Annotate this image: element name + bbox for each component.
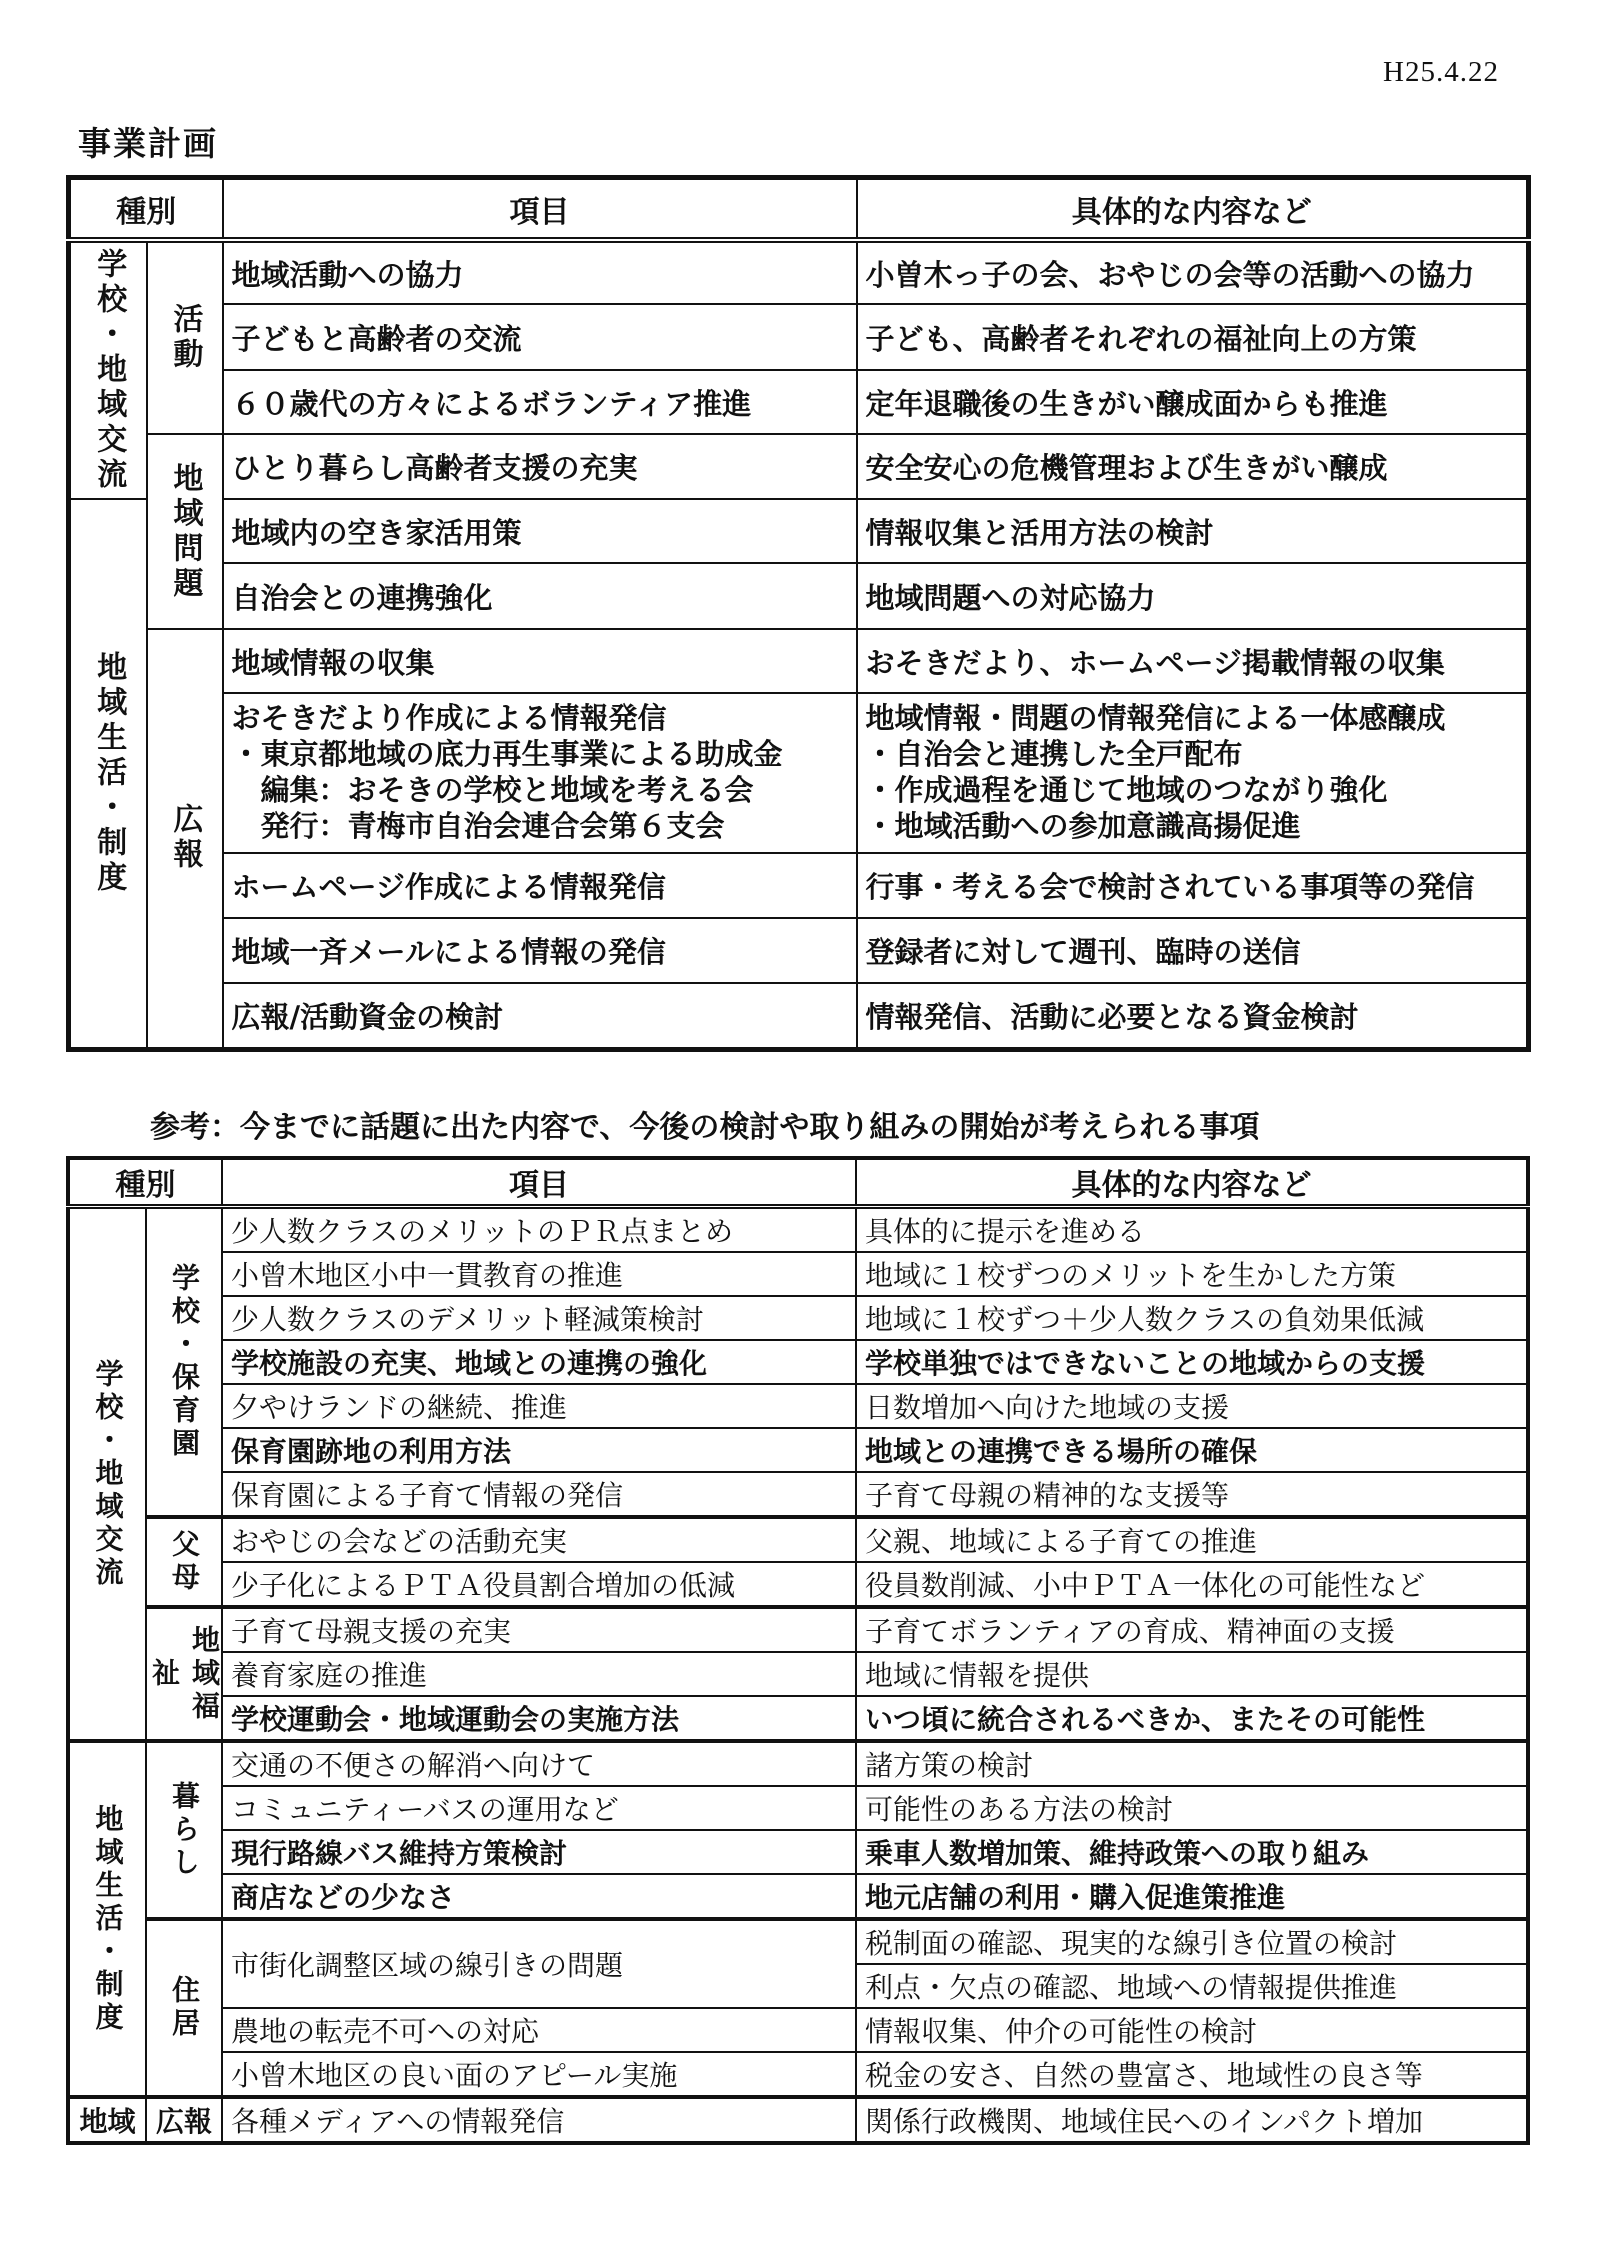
detail-line: ・地域活動への参加意識高揚促進: [865, 809, 1301, 843]
subcategory-cell: 暮らし: [146, 1741, 222, 1919]
detail-cell: 定年退職後の生きがい醸成面からも推進: [857, 370, 1529, 434]
detail-cell: 具体的に提示を進める: [856, 1207, 1528, 1253]
category-cell: 地域: [68, 2097, 146, 2143]
item-cell: ホームページ作成による情報発信: [223, 853, 857, 918]
item-cell: 自治会との連携強化: [223, 563, 857, 629]
table-row: [68, 1340, 1528, 1384]
detail-cell: おそきだより、ホームページ掲載情報の収集: [857, 629, 1529, 693]
subcategory-cell: 活動: [147, 240, 223, 434]
table-row: [69, 240, 1529, 304]
table-row: [68, 1472, 1528, 1517]
subcategory-cell: 地域問題: [147, 434, 223, 629]
item-cell: おやじの会などの活動充実: [222, 1517, 856, 1562]
table-row: [69, 563, 1529, 629]
item-cell: 少人数クラスのデメリット軽減策検討: [222, 1296, 856, 1340]
category-cell: 学校・地域交流: [68, 1207, 146, 1742]
table-row: [68, 1296, 1528, 1340]
header-item: 項目: [223, 178, 857, 241]
table-row: [68, 1207, 1528, 1253]
table-row: [68, 1786, 1528, 1830]
detail-cell: 税金の安さ、自然の豊富さ、地域性の良さ等: [856, 2052, 1528, 2097]
table-row: [69, 434, 1529, 499]
item-cell: コミュニティーバスの運用など: [222, 1786, 856, 1830]
detail-cell-multiline: [857, 693, 1529, 853]
detail-cell: 乗車人数増加策、維持政策への取り組み: [856, 1830, 1528, 1874]
table-row: [68, 1384, 1528, 1428]
detail-cell: 登録者に対して週刊、臨時の送信: [857, 918, 1529, 983]
header-item: 項目: [222, 1158, 856, 1207]
detail-cell: 日数増加へ向けた地域の支援: [856, 1384, 1528, 1428]
subcategory-cell: 広報: [146, 2097, 222, 2143]
category-cell: 地域生活・制度: [69, 499, 147, 1049]
detail-cell: 情報発信、活動に必要となる資金検討: [857, 983, 1529, 1049]
table-header-row: [68, 1158, 1528, 1207]
detail-cell: 可能性のある方法の検討: [856, 1786, 1528, 1830]
subcategory-cell: 広報: [147, 629, 223, 1049]
item-cell: 子どもと高齢者の交流: [223, 304, 857, 370]
item-cell: 各種メディアへの情報発信: [222, 2097, 856, 2143]
table-row: [69, 370, 1529, 434]
table-header-row: [69, 178, 1529, 241]
detail-line: 地域情報・問題の情報発信による一体感醸成: [865, 701, 1446, 735]
detail-cell: 父親、地域による子育ての推進: [856, 1517, 1528, 1562]
detail-cell: 子ども、高齢者それぞれの福祉向上の方策: [857, 304, 1529, 370]
subcategory-cell: 地域福祉: [146, 1607, 222, 1741]
table-row: [68, 1652, 1528, 1696]
table-row: [69, 918, 1529, 983]
detail-cell: 役員数削減、小中ＰＴＡ一体化の可能性など: [856, 1562, 1528, 1607]
reference-note: 参考：今までに話題に出た内容で、今後の検討や取り組みの開始が考えられる事項: [150, 1110, 1260, 1145]
detail-cell: 情報収集と活用方法の検討: [857, 499, 1529, 563]
table-row: [68, 1696, 1528, 1741]
detail-line: ・作成過程を通じて地域のつながり強化: [865, 773, 1388, 807]
item-cell: 少人数クラスのメリットのＰＲ点まとめ: [222, 1207, 856, 1253]
item-line: 発行：青梅市自治会連合会第６支会: [231, 809, 725, 843]
document-date: H25.4.22: [1383, 56, 1499, 88]
item-cell: 地域活動への協力: [223, 240, 857, 304]
item-cell: 学校運動会・地域運動会の実施方法: [222, 1696, 856, 1741]
detail-cell: 子育て母親の精神的な支援等: [856, 1472, 1528, 1517]
table-row: [69, 499, 1529, 563]
table-row: [68, 1562, 1528, 1607]
header-category: 種別: [68, 1158, 222, 1207]
subcategory-cell: 住居: [146, 1919, 222, 2097]
detail-cell: 情報収集、仲介の可能性の検討: [856, 2008, 1528, 2052]
detail-cell: 地域に１校ずつ＋少人数クラスの負効果低減: [856, 1296, 1528, 1340]
item-cell: 子育て母親支援の充実: [222, 1607, 856, 1652]
table-row: [68, 1252, 1528, 1296]
table-row: [68, 1428, 1528, 1472]
item-cell: 少子化によるＰＴＡ役員割合増加の低減: [222, 1562, 856, 1607]
detail-line: ・自治会と連携した全戸配布: [865, 737, 1243, 771]
detail-cell: 税制面の確認、現実的な線引き位置の検討: [856, 1919, 1528, 1964]
item-cell: 保育園跡地の利用方法: [222, 1428, 856, 1472]
header-category: 種別: [69, 178, 223, 241]
detail-cell: 安全安心の危機管理および生きがい醸成: [857, 434, 1529, 499]
item-cell: 農地の転売不可への対応: [222, 2008, 856, 2052]
item-cell-multiline: [223, 693, 857, 853]
item-cell: 交通の不便さの解消へ向けて: [222, 1741, 856, 1786]
item-cell: 保育園による子育て情報の発信: [222, 1472, 856, 1517]
category-cell: 地域生活・制度: [68, 1741, 146, 2097]
category-cell: 学校・地域交流: [69, 240, 147, 499]
item-cell: 地域情報の収集: [223, 629, 857, 693]
item-line: ・東京都地域の底力再生事業による助成金: [231, 737, 783, 771]
item-cell: 地域内の空き家活用策: [223, 499, 857, 563]
table-row: [68, 1517, 1528, 1562]
table-row: [68, 1874, 1528, 1919]
detail-cell: 地域に情報を提供: [856, 1652, 1528, 1696]
detail-cell: いつ頃に統合されるべきか、またその可能性: [856, 1696, 1528, 1741]
detail-cell: 諸方策の検討: [856, 1741, 1528, 1786]
table-row: [69, 629, 1529, 693]
item-cell: 小曾木地区の良い面のアピール実施: [222, 2052, 856, 2097]
table-row: [68, 1919, 1528, 1964]
subcategory-cell: 学校・保育園: [146, 1207, 222, 1518]
detail-cell: 関係行政機関、地域住民へのインパクト増加: [856, 2097, 1528, 2143]
detail-cell: 利点・欠点の確認、地域への情報提供推進: [856, 1964, 1528, 2008]
page-title: 事業計画: [78, 124, 218, 163]
table-row: [69, 983, 1529, 1049]
header-detail: 具体的な内容など: [857, 178, 1529, 241]
reference-table: [66, 1156, 1530, 2145]
item-cell: 養育家庭の推進: [222, 1652, 856, 1696]
item-cell: ひとり暮らし高齢者支援の充実: [223, 434, 857, 499]
table-row: [68, 1741, 1528, 1786]
detail-cell: 地域に１校ずつのメリットを生かした方策: [856, 1252, 1528, 1296]
item-cell: 小曾木地区小中一貫教育の推進: [222, 1252, 856, 1296]
table-row: [69, 693, 1529, 853]
item-line: 編集：おそきの学校と地域を考える会: [231, 773, 754, 807]
detail-cell: 行事・考える会で検討されている事項等の発信: [857, 853, 1529, 918]
detail-cell: 小曽木っ子の会、おやじの会等の活動への協力: [857, 240, 1529, 304]
table-row: [68, 1830, 1528, 1874]
detail-cell: 地域との連携できる場所の確保: [856, 1428, 1528, 1472]
item-line: おそきだより作成による情報発信: [231, 701, 667, 735]
item-cell: 学校施設の充実、地域との連携の強化: [222, 1340, 856, 1384]
table-row: [68, 2097, 1528, 2143]
item-cell: 広報/活動資金の検討: [223, 983, 857, 1049]
detail-cell: 学校単独ではできないことの地域からの支援: [856, 1340, 1528, 1384]
table-row: [68, 2052, 1528, 2097]
item-cell: 市街化調整区域の線引きの問題: [222, 1919, 856, 2008]
plan-table: [66, 175, 1531, 1052]
item-cell: 現行路線バス維持方策検討: [222, 1830, 856, 1874]
detail-cell: 地元店舗の利用・購入促進策推進: [856, 1874, 1528, 1919]
item-cell: ６０歳代の方々によるボランティア推進: [223, 370, 857, 434]
item-cell: 地域一斉メールによる情報の発信: [223, 918, 857, 983]
item-cell: 商店などの少なさ: [222, 1874, 856, 1919]
table-row: [69, 853, 1529, 918]
table-row: [69, 304, 1529, 370]
detail-cell: 子育てボランティアの育成、精神面の支援: [856, 1607, 1528, 1652]
detail-cell: 地域問題への対応協力: [857, 563, 1529, 629]
header-detail: 具体的な内容など: [856, 1158, 1528, 1207]
table-row: [68, 1607, 1528, 1652]
item-cell: 夕やけランドの継続、推進: [222, 1384, 856, 1428]
subcategory-cell: 父母: [146, 1517, 222, 1607]
table-row: [68, 2008, 1528, 2052]
